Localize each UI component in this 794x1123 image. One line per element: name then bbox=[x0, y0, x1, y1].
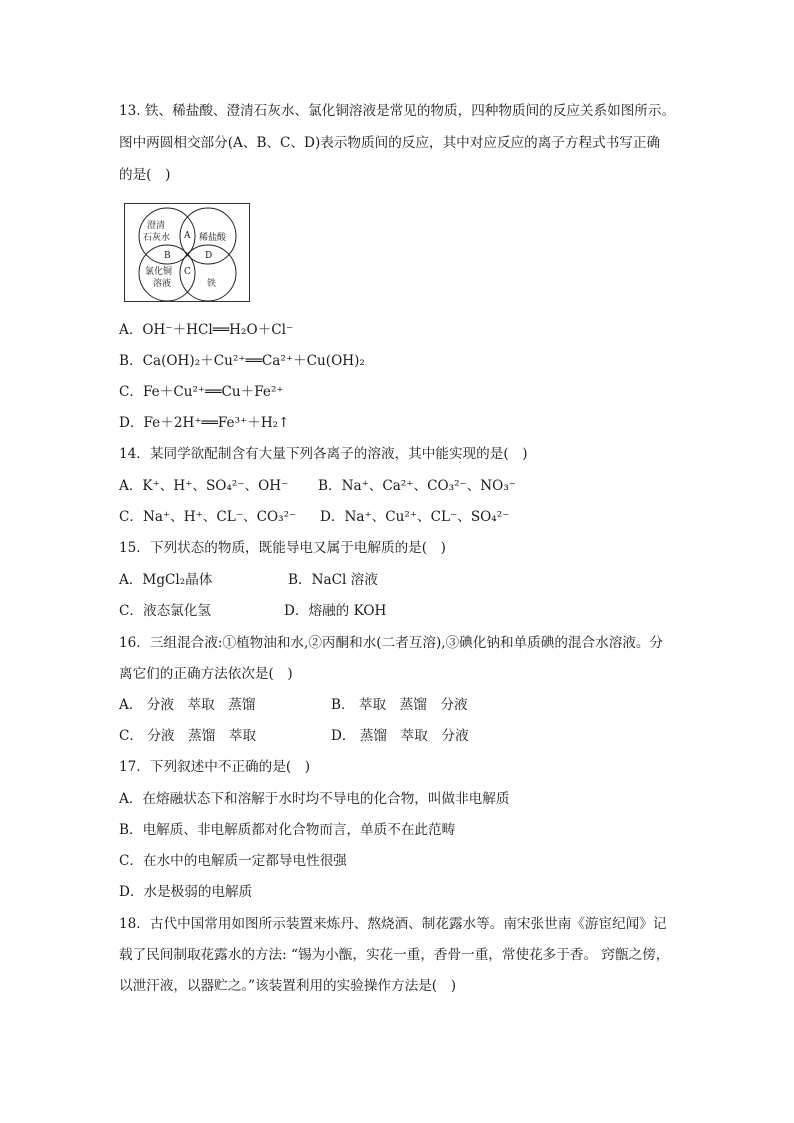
q13-option-d: D．Fe＋2H⁺══Fe³⁺＋H₂↑ bbox=[119, 415, 290, 431]
q17-option-a: A．在熔融状态下和溶解于水时均不导电的化合物，叫做非电解质 bbox=[119, 791, 510, 807]
q16-option-b: B． 萃取 蒸馏 分液 bbox=[331, 697, 468, 713]
q15-option-c: C．液态氯化氢 bbox=[119, 603, 211, 619]
label-region-d: D bbox=[205, 251, 213, 261]
q16-option-a: A． 分液 萃取 蒸馏 bbox=[119, 697, 256, 713]
q13-stem-line3: 的是( ) bbox=[119, 167, 171, 183]
q15-option-b: B．NaCl 溶液 bbox=[288, 572, 378, 588]
q13-option-b: B．Ca(OH)₂＋Cu²⁺══Ca²⁺＋Cu(OH)₂ bbox=[119, 353, 365, 369]
label-iron: 铁 bbox=[207, 279, 217, 289]
q16-option-c: C． 分液 蒸馏 萃取 bbox=[119, 728, 257, 744]
q15-option-a: A．MgCl₂晶体 bbox=[119, 572, 213, 588]
q14-option-a: A．K⁺、H⁺、SO₄²⁻、OH⁻ bbox=[119, 478, 289, 494]
label-copper-chloride-2: 溶液 bbox=[153, 279, 172, 289]
label-copper-chloride-1: 氯化铜 bbox=[145, 267, 173, 277]
label-region-a: A bbox=[184, 231, 191, 241]
q16-option-d: D． 蒸馏 萃取 分液 bbox=[331, 728, 469, 744]
q14-option-d: D．Na⁺、Cu²⁺、CL⁻、SO₄²⁻ bbox=[320, 509, 510, 525]
q14-stem: 14．某同学欲配制含有大量下列各离子的溶液，其中能实现的是( ) bbox=[119, 446, 528, 462]
venn-diagram bbox=[124, 203, 250, 302]
label-hydrochloric-acid: 稀盐酸 bbox=[199, 233, 227, 243]
q18-stem-line2: 载了民间制取花露水的方法: “锡为小甑，实花一重，香骨一重，常使花多于香。 窍甑之傍， bbox=[119, 947, 670, 963]
q13-stem-line1: 13. 铁、稀盐酸、澄清石灰水、氯化铜溶液是常见的物质，四种物质间的反应关系如图所示。 bbox=[119, 103, 676, 119]
q14-option-b: B．Na⁺、Ca²⁺、CO₃²⁻、NO₃⁻ bbox=[318, 478, 516, 494]
label-limewater-1: 澄清 bbox=[147, 221, 166, 231]
q17-option-d: D．水是极弱的电解质 bbox=[119, 884, 253, 900]
q18-stem-line3: 以泄汗液，以器贮之。”该装置利用的实验操作方法是( ) bbox=[119, 978, 457, 994]
label-region-c: C bbox=[184, 267, 191, 277]
q16-stem-line1: 16．三组混合液:①植物油和水,②丙酮和水(二者互溶),③碘化钠和单质碘的混合水溶液。分 bbox=[119, 635, 664, 651]
q13-option-a: A．OH⁻＋HCl══H₂O＋Cl⁻ bbox=[119, 322, 294, 338]
q15-stem: 15．下列状态的物质，既能导电又属于电解质的是( ) bbox=[119, 540, 446, 556]
q15-option-d: D．熔融的 KOH bbox=[284, 603, 387, 619]
q17-option-c: C．在水中的电解质一定都导电性很强 bbox=[119, 853, 347, 869]
label-region-b: B bbox=[164, 251, 171, 261]
q17-option-b: B．电解质、非电解质都对化合物而言，单质不在此范畴 bbox=[119, 822, 456, 838]
q14-option-c: C．Na⁺、H⁺、CL⁻、CO₃²⁻ bbox=[119, 509, 297, 525]
q13-stem-line2: 图中两圆相交部分(A、B、C、D)表示物质间的反应，其中对应反应的离子方程式书写正确 bbox=[119, 135, 661, 151]
label-limewater-2: 石灰水 bbox=[143, 233, 171, 243]
q18-stem-line1: 18．古代中国常用如图所示装置来炼丹、熬烧酒、制花露水等。南宋张世南《游宦纪闻》记 bbox=[119, 916, 667, 932]
q13-option-c: C．Fe＋Cu²⁺══Cu＋Fe²⁺ bbox=[119, 384, 284, 400]
q17-stem: 17．下列叙述中不正确的是( ) bbox=[119, 759, 311, 775]
q16-stem-line2: 离它们的正确方法依次是( ) bbox=[119, 666, 293, 682]
